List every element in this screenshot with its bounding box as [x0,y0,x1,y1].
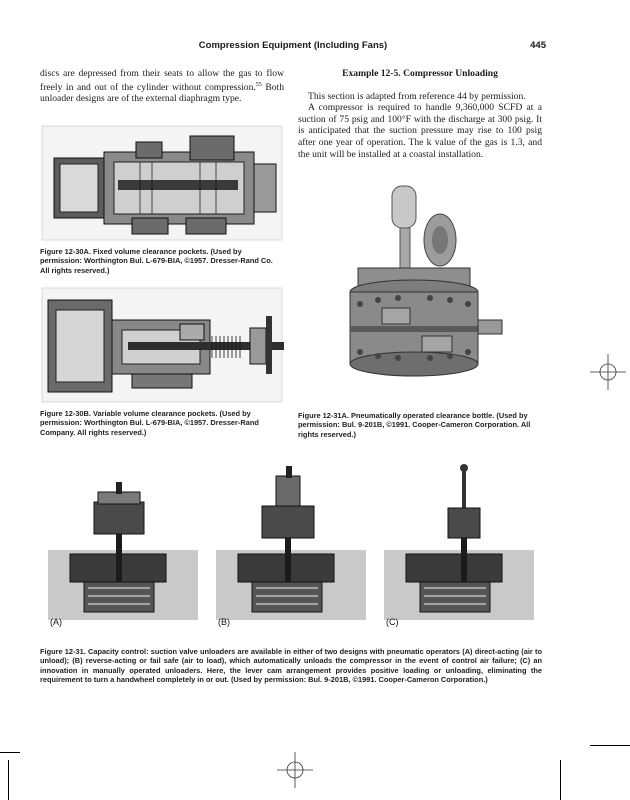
crop-mark [560,760,561,800]
figure-12-30a-drawing [40,124,284,242]
panel-label-b: (B) [218,617,230,627]
example-heading: Example 12-5. Compressor Unloading [342,68,498,79]
left-column-paragraph [40,68,284,105]
figure-12-31a-caption [298,411,542,439]
figure-12-31-caption [40,647,542,685]
figure-12-30a-caption [40,247,284,275]
running-head-title: Compression Equipment (Including Fans) [198,40,388,51]
crop-mark [590,745,630,746]
example-section [298,68,542,160]
caption-label: Figure 12-30A. [40,247,91,256]
example-paragraph-2: A compressor is required to handle 9,360,000 SCFD at a suction of 75 psig and 100°F with the discharge at 300 psig. It is anticipated that the suction pressure may rise to 100 psig after one year of operation. The k value of the gas is 1.3, and the unit will be installed at a coastal installation. [298,102,542,160]
suction-valve-unloaders-illustration [40,462,542,632]
figure-12-31-panels [40,462,542,632]
example-paragraph-1: This section is adapted from reference 44 by permission. [308,90,526,102]
fixed-clearance-pocket-illustration [40,124,284,242]
page-number: 445 [530,40,546,51]
unloader-c-drawing [406,464,502,612]
unloader-b-drawing [238,466,334,612]
caption-text: Variable volume clearance pockets. (Used by permission: Worthington Bul. L-679-BIA, ©1957. Dresser-Rand Company. All rights reserved.) [40,409,259,437]
figure-12-30b-drawing [40,286,284,404]
paragraph-text: discs are depressed from their seats to allow the gas to flow freely in and out of the cylinder without compression. [40,68,284,93]
unloader-a-drawing [70,482,166,612]
crop-mark [8,760,9,800]
caption-label: Figure 12-31A. [298,411,349,420]
figure-12-31a-photo [298,180,542,402]
crop-mark [0,752,20,753]
figure-12-30b-caption [40,409,284,437]
caption-label: Figure 12-30B. [40,409,91,418]
running-head [40,40,546,54]
panel-label-c: (C) [386,617,399,627]
registration-mark-right [588,352,628,392]
registration-mark-bottom [275,750,315,790]
panel-label-a: (A) [50,617,62,627]
caption-text: Fixed volume clearance pockets. (Used by permission: Worthington Bul. L-679-BIA, ©1957. Dresser-Rand Co. All rights reserved.) [40,247,273,275]
reference-superscript: 55 [255,81,262,88]
caption-text: Capacity control: suction valve unloaders are available in either of two designs with pneumatic operators (A) direct-acting (air to unload); (B) reverse-acting or fail safe (air to load), which automatically unloads the compressor in the event of control air failure; (C) an innovation in manually operated unloaders. Here, the lever cam arrangement provides positive loading or unloading, eliminating the requirement to turn a handwheel completely in or out. (Used by permission: Bul. 9-201B, ©1991. Cooper-Cameron Corporation.) [40,647,542,685]
variable-clearance-pocket-illustration [40,286,284,404]
paragraph-text-end: Both unloader designs are of the external diaphragm type. [40,81,284,105]
caption-text: Pneumatically operated clearance bottle. (Used by permission: Bul. 9-201B, ©1991. Cooper-Cameron Corporation. All rights reserved.) [298,411,531,439]
clearance-bottle-illustration [298,180,542,402]
caption-label: Figure 12-31. [40,647,86,656]
